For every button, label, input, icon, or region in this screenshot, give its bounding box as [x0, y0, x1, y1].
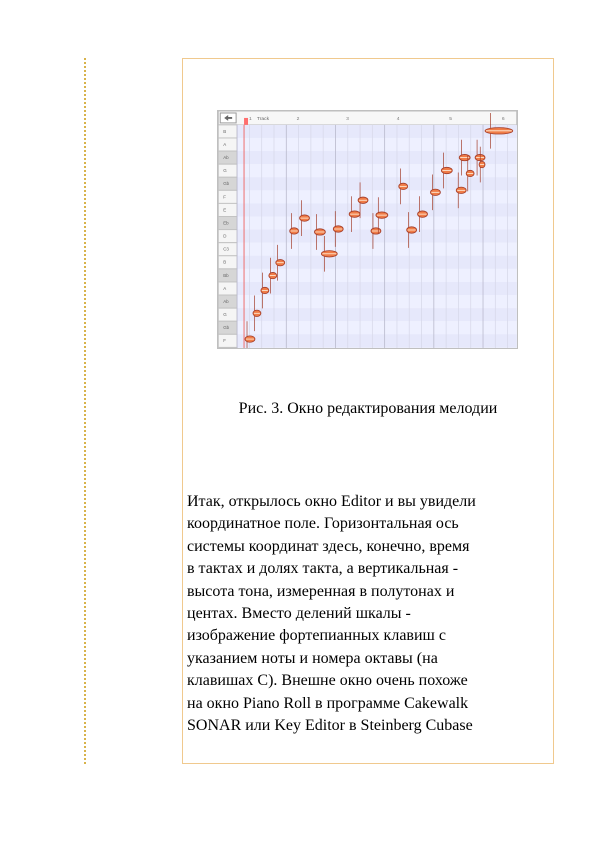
piano-key — [218, 125, 237, 138]
melody-editor-screenshot — [217, 110, 518, 349]
piano-key-label: Gb — [223, 325, 230, 331]
toolbar-arrow-icon[interactable] — [220, 113, 236, 123]
piano-key-label: Ab — [223, 298, 229, 304]
piano-key-label: Ab — [223, 154, 229, 160]
piano-key-label: B — [223, 128, 227, 134]
piano-key — [218, 230, 237, 243]
ruler-number: 3 — [346, 116, 349, 122]
pitch-row — [237, 295, 517, 308]
pitch-row — [237, 308, 517, 321]
piano-key-label: F — [223, 338, 226, 344]
piano-key-label: Eb — [223, 220, 229, 226]
piano-key-label: A — [223, 285, 227, 291]
piano-key-label: G — [223, 168, 227, 174]
ruler-number: 4 — [396, 116, 400, 122]
piano-key-label: Bb — [223, 272, 229, 278]
editor-canvas — [218, 111, 517, 348]
piano-key-label: F — [223, 194, 226, 200]
pitch-row — [237, 190, 517, 203]
ruler-number: 2 — [296, 116, 300, 122]
piano-key-label: A — [223, 141, 227, 147]
ruler-number: 5 — [449, 116, 453, 122]
piano-key-label: Gb — [223, 181, 230, 187]
piano-key — [218, 334, 237, 347]
piano-key — [218, 190, 237, 203]
piano-key-label: G — [223, 312, 227, 318]
piano-key-label: B — [223, 259, 227, 265]
pitch-row — [237, 269, 517, 282]
pitch-row — [237, 125, 517, 138]
pitch-row — [237, 138, 517, 151]
ruler-number: 6 — [501, 116, 505, 122]
piano-key-label: D — [223, 233, 227, 239]
left-margin-dotted-line — [84, 58, 86, 764]
pitch-row — [237, 243, 517, 256]
pitch-row — [237, 321, 517, 334]
pitch-row — [237, 282, 517, 295]
body-paragraph: Итак, открылось окно Editor и вы увидели координатное поле. Горизонтальная ось системы координат здесь, конечно, время в тактах и долях такта, а вертикальная - высота тона, измеренная в полутонах и центах. Вместо делений шкалы - изображение фортепианных клавиш с указанием ноты и номера октавы (на клавишах С). Внешне окно очень похоже на окно Piano Roll в программе Cakewalk SONAR или Key Editor в Steinberg Cubase — [187, 493, 476, 735]
piano-key — [218, 282, 237, 295]
piano-key — [218, 256, 237, 269]
piano-key — [218, 203, 237, 216]
piano-key — [218, 308, 237, 321]
pitch-row — [237, 164, 517, 177]
pitch-row — [237, 334, 517, 347]
track-label: Track — [256, 116, 270, 122]
piano-key-label: E — [223, 207, 227, 213]
figure-caption: Рис. 3. Окно редактирования мелодии — [238, 400, 498, 417]
ruler-number: 1 — [249, 116, 252, 122]
piano-key-label: C3 — [223, 246, 229, 252]
piano-key — [218, 138, 237, 151]
piano-key — [218, 164, 237, 177]
pitch-row — [237, 177, 517, 190]
